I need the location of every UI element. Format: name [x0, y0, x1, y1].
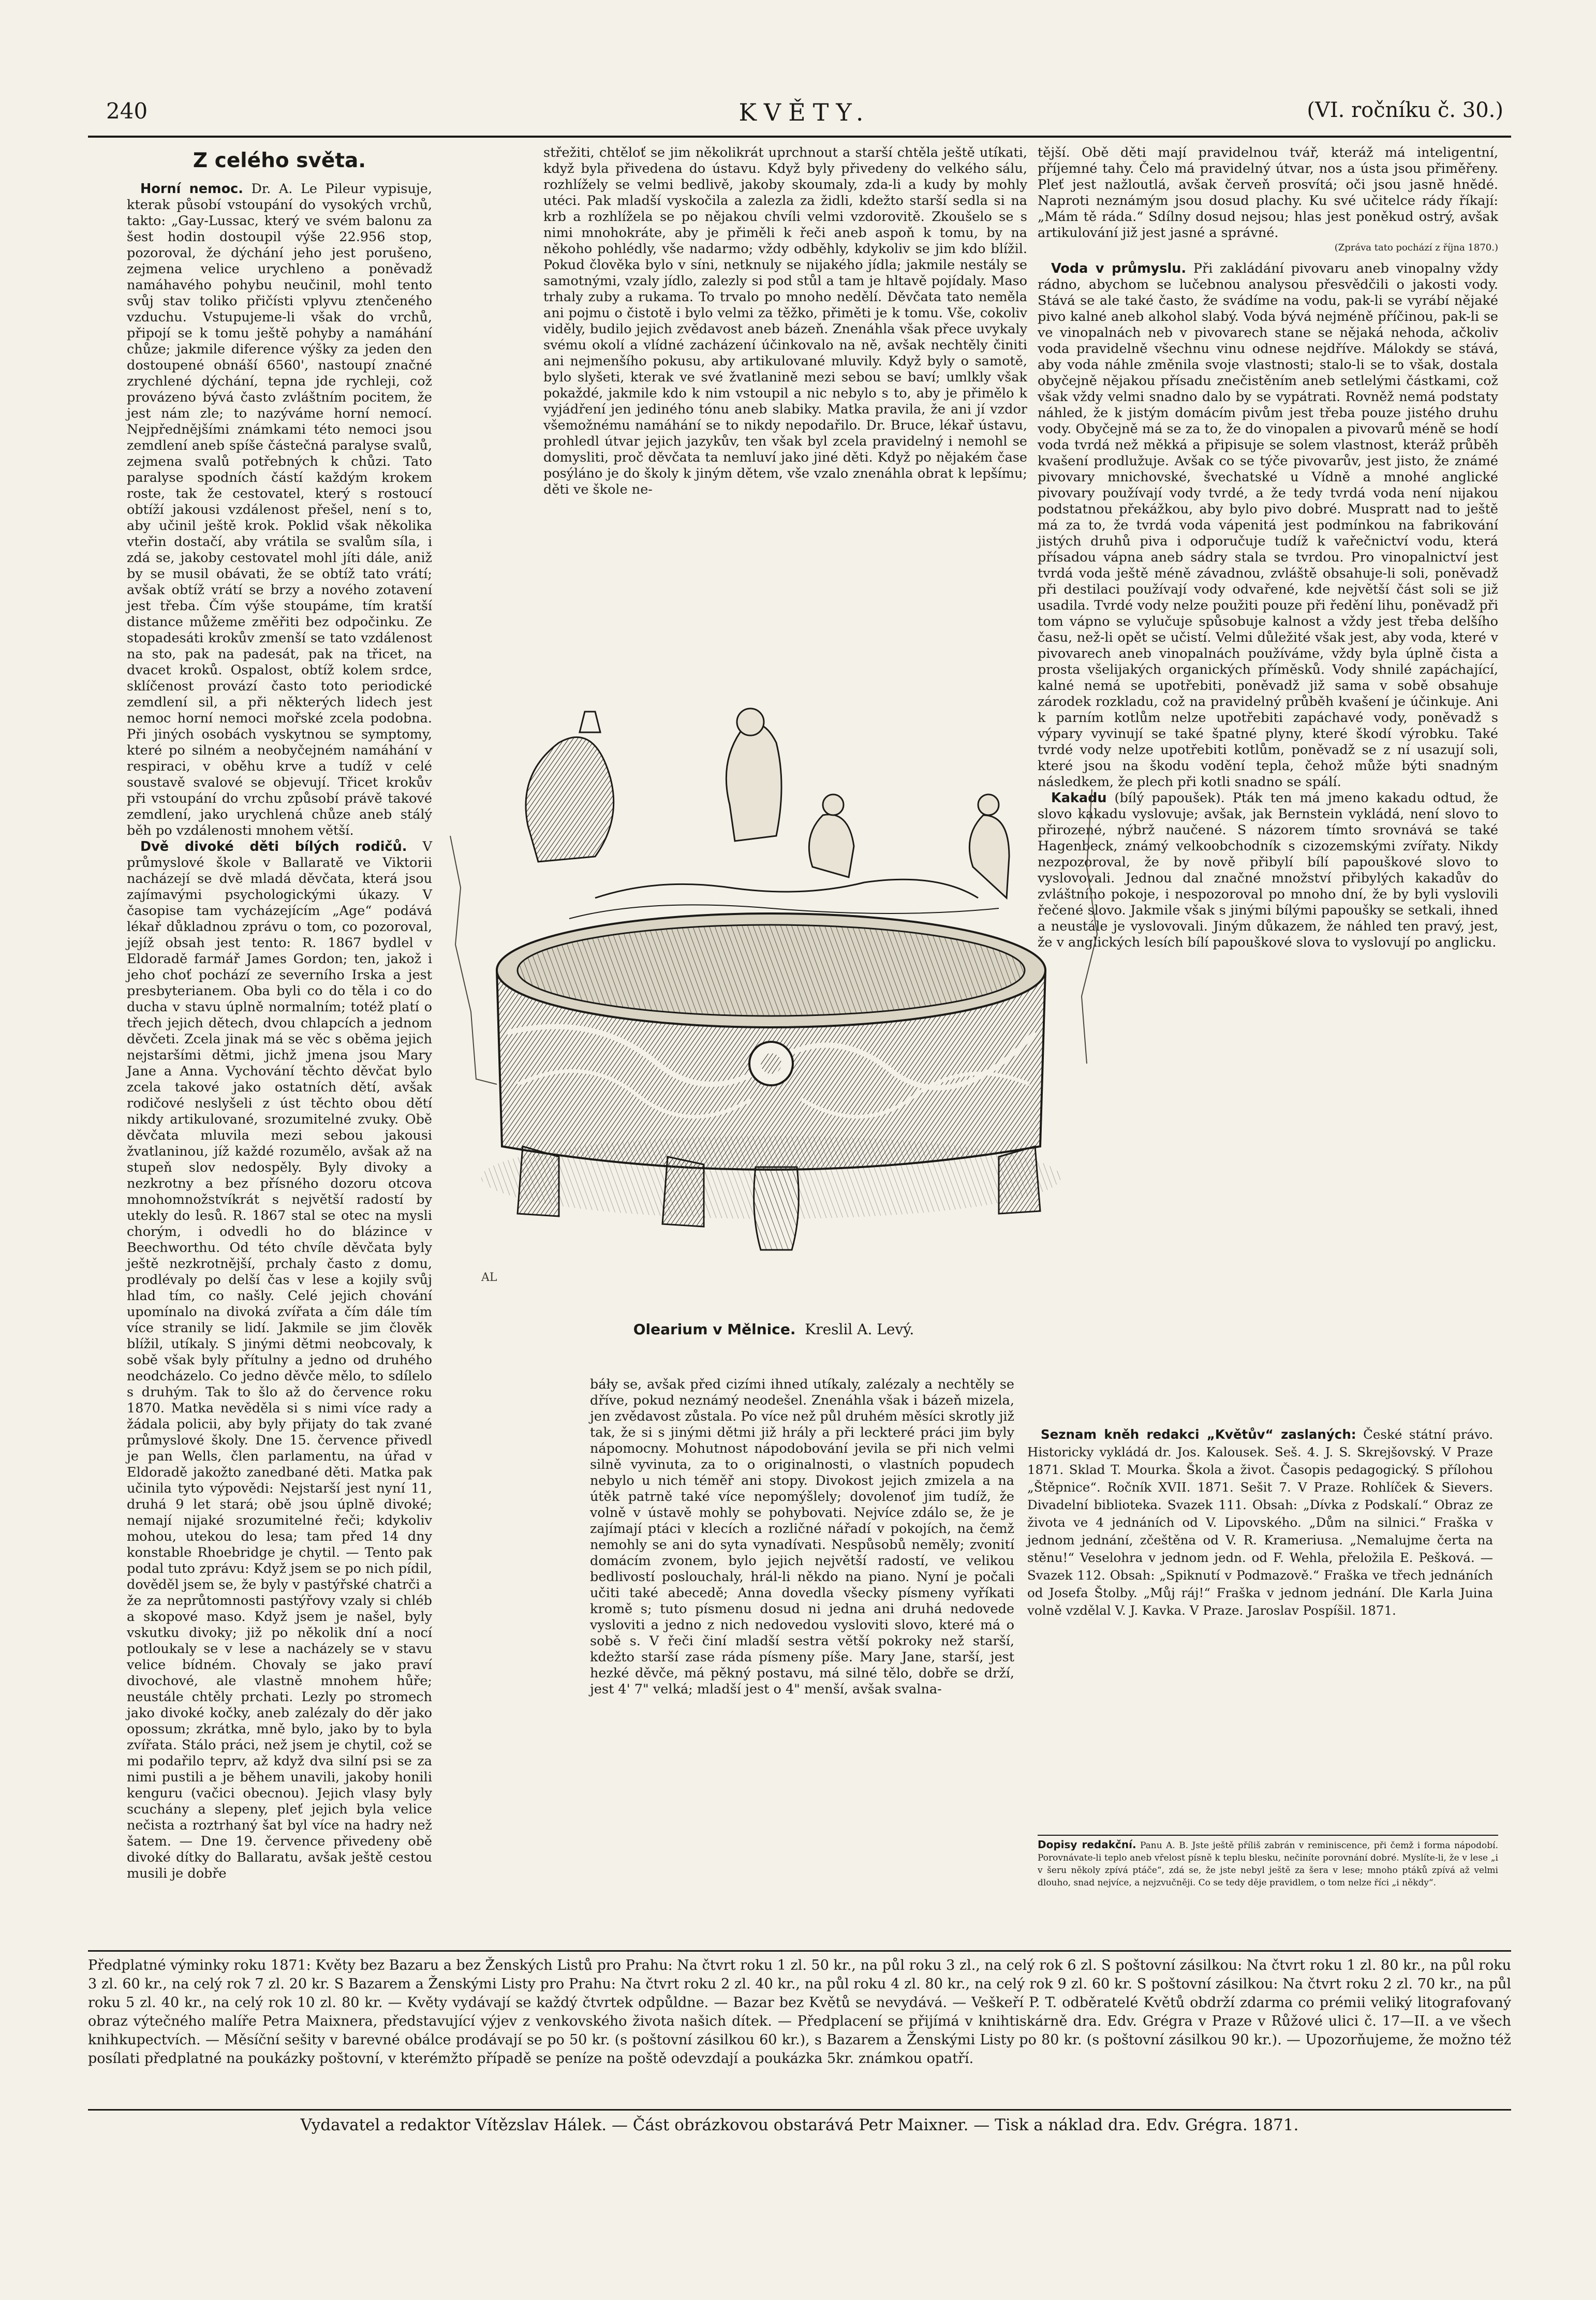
book-list-heading: Seznam kněh redakci „Květův“ zaslaných: [1041, 1427, 1356, 1442]
letters-body: Panu A. B. Jste ještě příliš zabrán v reminiscence, při čemž i forma nápodobí. Porovnávate-li teplo aneb vřelost písně k teplu blesku, nečiníte porovnání dobré. Myslíte-li, že v lese „i v šeru několy zpívá ptáče“, zdá se, že jste nebyl ještě za šera v lese; mnoho ptáků zpívá až velmi dlouho, snad nejvíce, a nejzvučněji. Co se tedy děje pravidlem, o tom nelze říci „i někdy“. [1038, 1840, 1498, 1888]
book-list-body: České státní právo. Historicky vykládá dr. Jos. Kalousek. Seš. 4. J. S. Skrejšovský. V Praze 1871. Sklad T. Mourka. Škola a život. Časopis pedagogický. S přílohou „Štěpnice“. Ročník XVII. 1871. Sešit 7. V Praze. Rohlíček & Sievers. Divadelní biblioteka. Svazek 111. Obsah: „Dívka z Podskalí.“ Obraz ze života ve 4 jednáních od V. Lipovského. „Dům na silnici.“ Fraška v jednom jednání, zčeštěna od V. R. Krameriusa. „Nemalujme čerta na stěnu!“ Veselohra v jednom jedn. od F. Wehla, přeložila E. Pešková. — Svazek 112. Obsah: „Spiknutí v Podmazově.“ Fraška ve třech jednáních od Josefa Štolby. „Můj ráj!“ Fraška v jednom jednání. Dle Karla Juina volně vzdělal V. J. Kavka. V Praze. Jaroslav Pospíšil. 1871. [1027, 1427, 1493, 1618]
footer-rule [88, 2109, 1511, 2111]
article-continuation: střežiti, chtěloť se jim několikrát uprchnout a starší chtěla ještě utíkati, když byla přivedena do ústavu. Když byly přivedeny do velkého sálu, rozhlížely se velmi bedlivě, jakoby skoumaly, zda-li a kudy by mohly utéci. Pak mladší vyskočila a zalezla za židli, kdežto starší sedla si na krb a rozhlížela se po nějakou chvíli velmi vzdorovitě. Zkoušelo se s nimi mnohokráte, aby je přiměli k řeči aneb aspoň k tomu, by na někoho pohlédly, vše nadarmo; vždy odběhly, kdykoliv se jim kdo blížil. Pokud člověka bylo v síni, netknuly se nijakého jídla; jakmile nestály se samotnými, vzaly jídlo, zalezly si pod stůl a tam je hltavě pojídaly. Maso trhaly zuby a rukama. To trvalo po mnoho nedělí. Děvčata tato neměla ani pojmu o čistotě i bylo velmi za těžko, přiměti je k tomu. Vše, cokoliv viděly, budilo jejich zvědavost aneb bázeň. Znenáhla však přece uvykaly svému okolí a vlídné zacházení účinkovalo na ně, avšak nechtěly činiti ani nejmenšího pokusu, aby artikulované mluvily. Když byly o samotě, bylo slyšeti, kterak ve své žvatlanině mezi sebou se baví; umlkly však pokaždé, jakmile kdo k nim vstoupil a nic nebylo s to, aby je přimělo k vyjádření jen jediného tónu aneb slabiky. Matka pravila, že ani jí vzdor všemožnému namáhání se to nikdy nepodařilo. Dr. Bruce, lékař ústavu, prohledl útvar jejich jazykův, ten však byl zcela pravidelný i nemohl se domysliti, proč děvčata ta nemluví jako jiné děti. Když po nějakém čase posýláno je do školy k jiným dětem, vše vzalo znenáhla obrat k lepšímu; děti ve škole ne- [543, 145, 1027, 497]
notes-rule [1038, 1835, 1498, 1836]
header-rule [88, 136, 1511, 138]
article-horni-nemoc [127, 181, 432, 839]
article-divoke-deti [127, 839, 432, 1882]
olearium-engraving [440, 701, 1107, 1312]
article-body: V průmyslové škole v Ballaratě ve Viktorii nacházejí se dvě mladá děvčata, která jsou zajímavými psychologickými úkazy. V časopise tam vycházejícím „Age“ podává lékař důkladnou zprávu o tom, co pozoroval, jejíž obsah jest tento: R. 1867 bydlel v Eldoradě farmář James Gordon; ten, jakož i jeho choť pochází ze severního Irska a jest presbyterianem. Oba byli co do těla i co do ducha v stavu úplně normalním; totéž platí o třech jejich dětech, dvou chlapcích a jednom děvčeti. Zcela jinak má se věc s oběma jejich nejstaršími dětmi, jichž jmena jsou Mary Jane a Anna. Vychování těchto děvčat bylo zcela takové jako ostatních dětí, avšak rodičové neslyšeli z úst těchto obou dětí nikdy artikulované, srozumitelné zvuky. Obě děvčata mluvila mezi sebou jakousi žvatlaninou, jíž každé rozumělo, avšak až na stupeň slov nedospěly. Byly divoky a nezkrotny a bez přísného dozoru otcova mnohomnožstvíkrát s největší radostí by utekly do lesů. R. 1867 stal se otec na mysli chorým, i odvedli ho do blázince v Beechworthu. Od této chvíle děvčata byly ještě nezkrotnější, prchaly často z domu, prodlévaly po delší čas v lese a kojily svůj hlad tím, co našly. Celé jejich chování upomínalo na divoká zvířata a čím dále tím více stranily se lidí. Jakmile se jim člověk blížil, utíkaly. S jinými dětmi neobcovaly, k sobě však byly přítulny a jedno od druhého neodcházelo. Co jedno děvče mělo, to sdílelo s druhým. Tak to šlo až do července roku 1870. Matka nevěděla si s nimi více rady a žádala policii, aby byly přijaty do tak zvané průmyslové školy. Dne 15. července přivedl je pan Wells, člen parlamentu, na úřad v Eldoradě jakožto zanedbané děti. Matka pak učinila tyto výpovědi: Nejstarší jest nyní 11, druhá 9 let stará; obě jsou úplně divoké; nemají nijaké srozumitelné řeči; kdykoliv mohou, utekou do lesa; tam před 14 dny konstable Rhoebridge je chytil. — Tento pak podal tuto zprávu: Když jsem se po nich pídil, dověděl jsem se, že byly v pastýřské chatrči a že za neprůtomnosti pastýřovy vzaly si chléb a skopové maso. Když jsem je našel, byly vskutku divoky; již po několik dní a nocí potloukaly se v lese a nacházely se v stavu velice bídném. Chovaly se jako praví divochové, ale vlastně mnohem hůře; neustále chtěly prchati. Lezly po stromech jako divoké kočky, aneb zalézaly do děr jako opossum; zkrátka, mně bylo, jako by to byla zvířata. Stálo práci, než jsem je chytil, což se mi podařilo teprv, až když dva silní psi se za nimi pustili a je během unavili, jakoby honili kenguru (vačici obecnou). Jejich vlasy byly scuchány a slepeny, pleť jejich byla velice nečista a roztrhaný šat byl více na hadry než šatem. — Dne 19. července přivedeny obě divoké dítky do Ballaratu, avšak ještě cestou musili je dobře [127, 839, 432, 1881]
publisher-footer: Vydavatel a redaktor Vítězslav Hálek. — Část obrázkovou obstarává Petr Maixner. — Tisk a náklad dra. Edv. Grégra. 1871. [300, 2116, 1299, 2134]
volume-label: (VI. ročníku č. 30.) [1307, 98, 1503, 122]
column-1 [127, 145, 432, 1881]
section-title: Z celého světa. [193, 149, 366, 172]
caption-credit: Kreslil A. Levý. [805, 1321, 914, 1338]
caption-title: Olearium v Mělnice. [633, 1321, 796, 1338]
article-continuation: báły se, avšak před cizími ihned utíkaly, zalézaly a nechtěly se dříve, pokud neznámý neodešel. Znenáhla však i bázeň mizela, jen zvědavost zůstala. Po více než půl druhém měsíci skrotly již tak, že si s jinými dětmi již hrály a při leckteré práci jim byly nápomocny. Mohutnost nápodobování jevila se při nich velmi silně vyvinuta, za to o originalnosti, o vlastních popudech nebylo u nich téměř ani stopy. Divokost jejich zmizela a na útěk patrně také více nepomýšlely; dovolenoť jim tudíž, že volně v ústavě mohly se pohybovati. Nejvíce zdálo se, že je zajímají ptáci v klecích a rozličné nářadí v pokojích, na čemž nemohly se ani do syta vynadívati. Nespůsobů neměly; zvonití domácím zvonem, bylo jejich největší radostí, ve velikou bedlivostí poslouchaly, hrál-li někdo na piano. Nyní je počali učiti také abecedě; Anna dovedla všecky písmeny vyříkati kromě s; tuto písmenu dosud ni jedna ani druhá nedovede vysloviti a jedno z nich nedovedou vysloviti slovo, které má o sobě s. V řeči činí mladší sestra větší pokroky než starší, kdežto starší zase ráda písmeny píše. Mary Jane, starší, jest hezké děvče, má pěkný postavu, má silné tělo, dobře se drží, jest 4' 7" velká; mladší jest o 4" menší, avšak svalna- [590, 1377, 1014, 1697]
article-heading: Voda v průmyslu. [1051, 261, 1187, 276]
book-list-text [1027, 1426, 1493, 1619]
article-body: Dr. A. Le Pileur vypisuje, kterak působí vstoupání do vysokých vrchů, takto: „Gay-Lussac, který ve svém balonu za šest hodin dostoupil výše 22.956 stop, pozoroval, že dýchání jeho jest porušeno, zejmena velice urychleno a poněvadž namáhavého pohybu neučinil, mohl tento svůj stav toliko přičísti vplyvu ztenčeného vzduchu. Vstupujeme-li však do vrchů, připojí se k tomu ještě pohyby a namáhání chůze; jakmile diference výšky za jeden den dostoupené obnáší 6560', nastoupí značné zrychlené dýchání, tepna jde rychleji, což provázeno bývá často zvláštním pocitem, že jest nám zle; to nazýváme horní nemocí. Nejpřednějšími známkami této nemoci jsou zemdlení aneb spíše částečná paralyse svalů, zejmena svalů potřebných k chůzi. Tato paralyse spodních částí každým krokem roste, tak že cestovatel, který s rostoucí obtíží jakousi vzdálenost přešel, není s to, aby učinil ještě krok. Poklid však několika vteřin dostačí, aby vrátila se svalům síla, i zdá se, jakoby cestovatel mohl jíti dále, aniž by se musil obávati, že se obtíž tato vrátí; avšak obtíž vrátí se brzy a nového zotavení jest třeba. Čím výše stoupáme, tím kratší distance můžeme změřiti bez odpočinku. Ze stopadesáti krokův zmenší se tato vzdálenost na sto, pak na padesát, pak na třicet, na dvacet kroků. Ospalost, obtíž kolem srdce, sklíčenost provází často toto periodické zemdlení sil, a při některých lidech jest nemoc horní nemoci mořské zcela podobna. Při jiných osobách vyskytnou se symptomy, které po silném a neobyčejném namáhání v respiraci, v oběhu krve a tudíž v celé soustavě svalové se objevují. Třicet krokův při vstoupání do vrchu způsobí právě takové zemdlení, jako urychlená chůze aneb stálý běh po vzdálenosti mnohem větší. [127, 181, 432, 838]
book-list [1027, 1426, 1493, 1881]
article-body: Při zakládání pivovaru aneb vinopalny vždy rádno, abychom se lučebnou analysou přesvědčili o jakosti vody. Stává se ale také často, že svádíme na vodu, pak-li se vyrábí nějaké pivo kalné aneb alkohol slabý. Voda bývá nejméně příčinou, pak-li se ve vinopalnách neb v pivovarech stane se nějaká nehoda, ačkoliv voda pravidelně všechnu vinu odnese nejdříve. Málokdy se stává, aby voda náhle změnila svoje vlastnosti; stalo-li se to však, dostala obyčejně nějakou přísadu znečistěním aneb setlelými částkami, což však vždy velmi snadno dalo by se vypátrati. Rovněž nemá podstaty náhled, že k jistým domácím pivům jest třeba pouze jistého druhu vody. Obyčejně má se za to, že do vinopalen a pivovarů méně se hodí voda tvrdá než měkká a připisuje se solem vlastnost, kteráž průběh kvašení prodlužuje. Avšak co se týče pivovarův, jest jisto, že známé pivovary mnichovské, švechatské u Vídně a mnohé anglické pivovary používají vody tvrdé, a že tedy tvrdá voda není nijakou podstatnou překážkou, aby bylo pivo dobré. Muspratt nad to ještě má za to, že tvrdá voda vápenitá jest podmínkou na fabrikování jistých druhů piva i odporučuje tudíž k vařečnictví vodu, která přísadou vápna aneb sádry stala se tvrdou. Pro vinopalnictví jest tvrdá voda ještě méně závadnou, zvláště obsahuje-li soli, poněvadž při destilaci používají vody odvařené, kde největší část soli se již usadila. Tvrdé vody nelze použiti pouze při ředění lihu, poněvadž při tom vápno se vylučuje spůsobuje kalnost a vždy jest třeba delšího času, než-li opět se učistí. Velmi důležité však jest, aby voda, které v pivovarech aneb vinopalnách používáme, vždy byla úplně čista a prosta všelijakých organických příměsků. Vody shnilé zapáchající, kalné nemá se upotřebiti, poněvadž již sama v sobě obsahuje zárodek rozkladu, což na pravidelný průběh kvašení je účinkuje. Ani k parním kotlům nelze upotřebiti zapáchavé vody, poněvadž s výpary vyvinují se také špatné plyny, které škodí výrobku. Také tvrdé vody nelze upotřebiti kotlům, poněvadž se z ní usazují soli, které jsou na škodu vodění tepla, čehož může býti snadným následkem, že plech při kotli snadno se spálí. [1038, 261, 1498, 790]
figure-caption [440, 1319, 1107, 1340]
page-header [106, 98, 1503, 135]
article-heading: Horní nemoc. [140, 181, 243, 197]
article-heading: Kakadu [1051, 790, 1107, 806]
article-source-note: (Zpráva tato pochází z října 1870.) [1334, 242, 1498, 253]
column-2-bottom [590, 1377, 1014, 1925]
article-heading: Dvě divoké děti bílých rodičů. [140, 839, 407, 854]
page-number: 240 [106, 98, 148, 124]
editorial-letters [1038, 1838, 1498, 1926]
illustration [440, 701, 1107, 1359]
subscription-info: Předplatné výminky roku 1871: Květy bez Bazaru a bez Ženských Listů pro Prahu: Na čtvrt roku 1 zl. 50 kr., na půl roku 3 zl., na celý rok 6 zl. S poštovní zásilkou: Na čtvrt roku 1 zl. 80 kr., na půl roku 3 zl. 60 kr., na celý rok 7 zl. 20 kr. S Bazarem a Ženskými Listy pro Prahu: Na čtvrt roku 2 zl. 40 kr., na půl roku 4 zl. 80 kr., na celý rok 9 zl. 60 kr. S poštovní zásilkou: Na čtvrt roku 2 zl. 70 kr., na půl roku 5 zl. 40 kr., na celý rok 10 zl. 80 kr. — Květy vydávají se každý čtvrtek odpůldne. — Bazar bez Květů se nevydává. — Veškeří P. T. odběratelé Květů obdrží zdarma co prémii veliký litografovaný obraz výtečného malíře Petra Maixnera, představující výjev z venkovského života našich dítek. — Předplacení se přijímá v knihtiskárně dra. Edv. Grégra v Praze v Růžové ulici č. 17—II. a ve všech knihkupectvích. — Měsíční sešity v barevné obálce prodávají se po 50 kr. (s poštovní zásilkou 60 kr.), s Bazarem a Ženskými Listy po 80 kr. (s poštovní zásilkou 90 kr.). — Upozorňujeme, že možno též posílati předplatné na poukázky poštovní, v kterémžto případě se peníze na poště odevzdají a poukázka 5kr. známkou opatří. [88, 1957, 1511, 2067]
svg-text:AL: AL [481, 1271, 497, 1284]
article-continuation: tější. Obě děti mají pravidelnou tvář, kteráž má inteligentní, příjemné tahy. Čelo má pravidelný útvar, nos a ústa jsou přiměřeny. Pleť jest nažloutlá, avšak červeň prosvítá; oči jsou jasně hnědé. Naproti neznámým jsou dosud plachy. Ku své učitelce rády říkají: „Mám tě ráda.“ Sdílny dosud nejsou; hlas jest poněkud ostrý, avšak artikulování již jest jasné a správné. [1038, 145, 1498, 241]
letters-heading: Dopisy redakční. [1038, 1838, 1136, 1851]
column-2 [543, 145, 1027, 694]
article-body: (bílý papoušek). Pták ten má jmeno kakadu odtud, že slovo kakadu vyslovuje; avšak, jak Bernstein vykládá, není slovo to přirozené, nýbrž naučené. S názorem tímto srovnává se také Hagenbeck, známý velkoobchodník s cizozemskými zvířaty. Nikdy nezpozoroval, že by nově přibylí bílí papouškové slovo to vyslovovali. Jednou dal značné množství přibylých kakadův do zvláštního pokoje, i nespozoroval po mnoho dní, že by byli vyslovili řečené slovo. Jakmile však s jinými bílými papoušky se setkali, ihned a neustále je vyslovovali. Jiným důkazem, že náhled ten pravý, jest, že v anglických lesích bílí papouškové slova to vyslovují po anglicku. [1038, 790, 1498, 950]
subscription-rule [88, 1950, 1511, 1952]
journal-title: KVĚTY. [738, 98, 871, 126]
